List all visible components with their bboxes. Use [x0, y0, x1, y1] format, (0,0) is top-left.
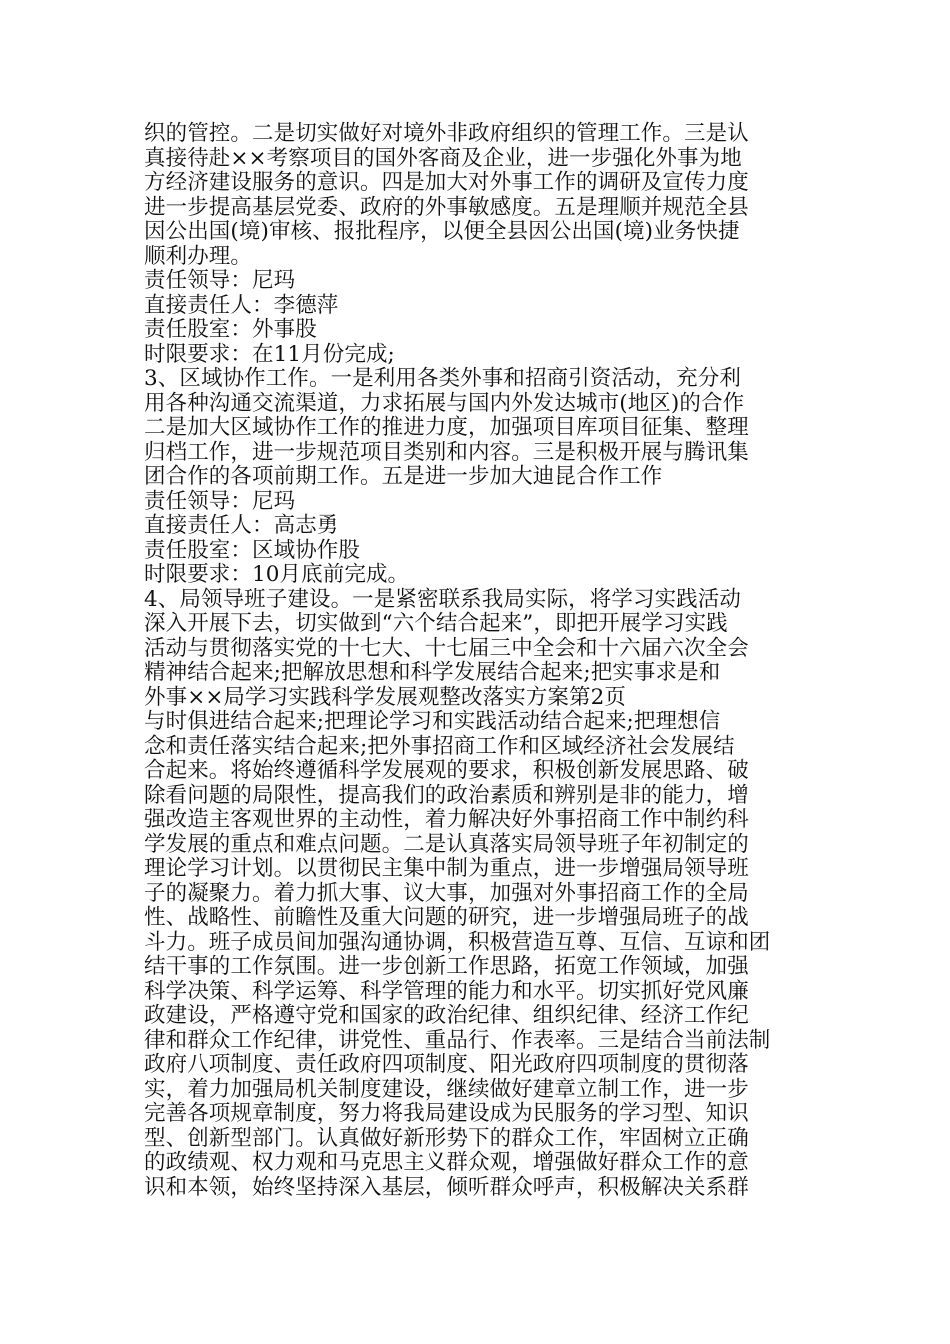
text-line: 直接责任人：李德萍	[144, 292, 339, 318]
text-line: 责任领导：尼玛	[144, 488, 296, 514]
text-line: 4、局领导班子建设。一是紧密联系我局实际，将学习实践活动	[144, 586, 741, 612]
text-line: 真接待赴××考察项目的国外客商及企业，进一步强化外事为地	[144, 145, 742, 171]
text-line: 结干事的工作氛围。进一步创新工作思路，拓宽工作领域，加强	[144, 954, 749, 979]
text-line: 进一步提高基层党委、政府的外事敏感度。五是理顺并规范全县	[144, 194, 749, 220]
text-line: 识和本领，始终坚持深入基层，倾听群众呼声，积极解决关系群	[144, 1174, 749, 1200]
text-line: 合起来。将始终遵循科学发展观的要求，积极创新发展思路、破	[144, 758, 749, 783]
text-line: 时限要求：10月底前完成。	[144, 562, 410, 587]
text-line: 深入开展下去，切实做到“六个结合起来”，即把开展学习实践	[144, 611, 728, 636]
text-line: 与时俱进结合起来;把理论学习和实践活动结合起来;把理想信	[144, 709, 721, 734]
text-line: 科学决策、科学运筹、科学管理的能力和水平。切实抓好党风廉	[144, 978, 749, 1004]
text-line: 政府八项制度、责任政府四项制度、阳光政府四项制度的贯彻落	[144, 1052, 749, 1077]
text-line: 责任股室：外事股	[144, 317, 317, 342]
text-line: 型、创新型部门。认真做好新形势下的群众工作，牢固树立正确	[144, 1125, 749, 1151]
text-line: 念和责任落实结合起来;把外事招商工作和区域经济社会发展结	[144, 733, 735, 759]
text-line: 的政绩观、权力观和马克思主义群众观，增强做好群众工作的意	[144, 1150, 749, 1175]
text-line: 性、战略性、前瞻性及重大问题的研究，进一步增强局班子的战	[144, 905, 749, 930]
text-line: 理论学习计划。以贯彻民主集中制为重点，进一步增强局领导班	[144, 856, 749, 881]
text-line: 完善各项规章制度，努力将我局建设成为民服务的学习型、知识	[144, 1101, 749, 1126]
text-line: 实，着力加强局机关制度建设，继续做好建章立制工作，进一步	[144, 1076, 749, 1102]
text-line: 团合作的各项前期工作。五是进一步加大迪昆合作工作	[144, 464, 663, 489]
text-line: 方经济建设服务的意识。四是加大对外事工作的调研及宣传力度	[144, 170, 749, 195]
text-line: 外事××局学习实践科学发展观整改落实方案第2页	[144, 684, 627, 710]
text-line: 活动与贯彻落实党的十七大、十七届三中全会和十六届六次全会	[144, 635, 749, 661]
text-line: 二是加大区域协作工作的推进力度，加强项目库项目征集、整理	[144, 415, 749, 440]
text-line: 直接责任人：高志勇	[144, 513, 339, 538]
text-line: 律和群众工作纪律，讲党性、重品行、作表率。三是结合当前法制	[144, 1027, 771, 1053]
text-line: 顺利办理。	[144, 243, 253, 269]
text-line: 归档工作，进一步规范项目类别和内容。三是积极开展与腾讯集	[144, 439, 749, 465]
text-line: 责任领导：尼玛	[144, 268, 296, 293]
text-line: 学发展的重点和难点问题。二是认真落实局领导班子年初制定的	[144, 831, 749, 857]
text-line: 强改造主客观世界的主动性，着力解决好外事招商工作中制约科	[144, 807, 749, 832]
text-line: 时限要求：在11月份完成;	[144, 341, 395, 367]
text-line: 3、区域协作工作。一是利用各类外事和招商引资活动，充分利	[144, 366, 741, 391]
text-line: 政建设，严格遵守党和国家的政治纪律、组织纪律、经济工作纪	[144, 1003, 749, 1028]
text-line: 除看问题的局限性，提高我们的政治素质和辨别是非的能力，增	[144, 782, 749, 808]
text-line: 因公出国(境)审核、报批程序，以便全县因公出国(境)业务快捷	[144, 219, 740, 244]
text-line: 织的管控。二是切实做好对境外非政府组织的管理工作。三是认	[144, 121, 749, 146]
text-line: 用各种沟通交流渠道，力求拓展与国内外发达城市(地区)的合作	[144, 390, 745, 416]
text-line: 子的凝聚力。着力抓大事、议大事，加强对外事招商工作的全局	[144, 880, 749, 906]
text-lines	[144, 122, 814, 1200]
text-line: 精神结合起来;把解放思想和科学发展结合起来;把实事求是和	[144, 660, 721, 685]
text-line: 斗力。班子成员间加强沟通协调，积极营造互尊、互信、互谅和团	[144, 929, 771, 955]
text-line: 责任股室：区域协作股	[144, 537, 361, 563]
document-body	[144, 122, 814, 1200]
